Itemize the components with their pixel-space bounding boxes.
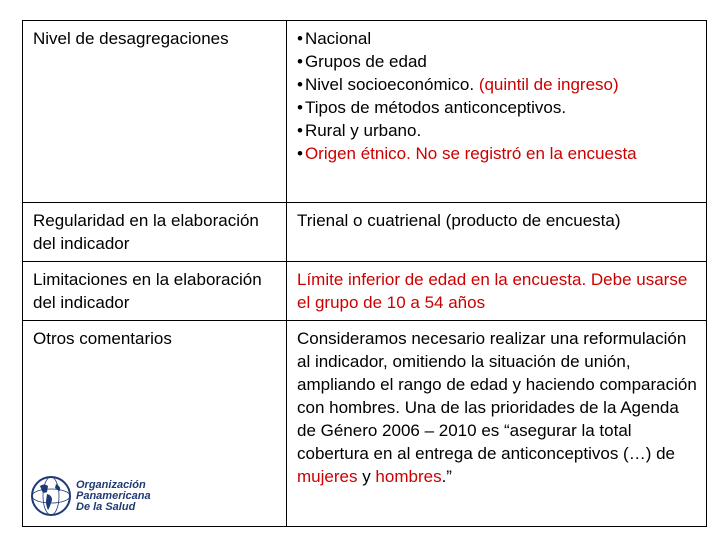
list-item: • Tipos de métodos anticonceptivos. [297, 98, 567, 117]
bullet-icon: • [297, 29, 303, 48]
highlight-word: hombres [375, 467, 442, 486]
indicator-table [22, 20, 707, 527]
highlight-word: mujeres [297, 467, 358, 486]
logo-text: Organización Panamericana De la Salud [76, 478, 151, 513]
table-row [23, 262, 707, 321]
row-label: Otros comentarios [23, 321, 287, 527]
row-value: Consideramos necesario realizar una reformulación al indicador, omitiendo la situación de unión, ampliando el rango de edad y haciendo comparación con hombres. Una de las prioridades de la Agenda de Género 2006 – 2010 es “asegurar la total cobertura en al entrega de anticonceptivos (…) de mujeres y hombres.” [287, 321, 707, 527]
highlight-note: Origen étnico. No se registró en la encuesta [304, 144, 637, 163]
list-item: • Nivel socioeconómico. (quintil de ingreso) [297, 75, 619, 94]
row-label: Nivel de desagregaciones [23, 21, 287, 203]
list-item: • Grupos de edad [297, 52, 427, 71]
row-label: Limitaciones en la elaboración del indicador [23, 262, 287, 321]
globe-icon [30, 474, 72, 518]
list-item: • Rural y urbano. [297, 121, 422, 140]
bullet-icon: • [297, 75, 303, 94]
bullet-icon: • [297, 52, 303, 71]
paho-logo [30, 472, 180, 520]
bullet-icon: • [297, 98, 303, 117]
row-value: Límite inferior de edad en la encuesta. Debe usarse el grupo de 10 a 54 años [287, 262, 707, 321]
disaggregation-list [297, 27, 698, 165]
bullet-icon: • [297, 144, 303, 163]
table-row [23, 203, 707, 262]
list-item [297, 142, 698, 165]
bullet-icon: • [297, 121, 303, 140]
table-row [23, 21, 707, 203]
list-item: • Nacional [297, 29, 372, 48]
row-value: Trienal o cuatrienal (producto de encuesta) [287, 203, 707, 262]
row-value [287, 21, 707, 203]
row-label: Regularidad en la elaboración del indicador [23, 203, 287, 262]
highlight-note: (quintil de ingreso) [478, 75, 619, 94]
